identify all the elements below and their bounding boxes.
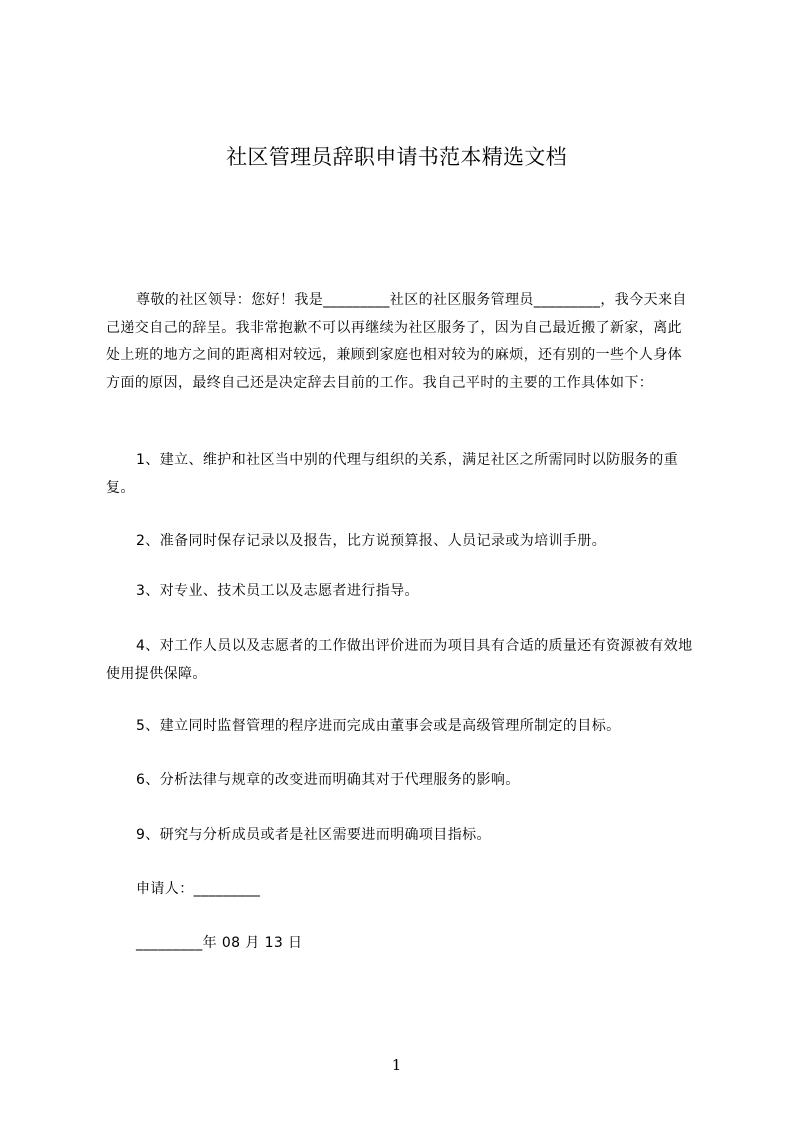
duty-item-3: 3、对专业、技术员工以及志愿者进行指导。 (136, 583, 419, 599)
date-line: _________年 08 月 13 日 (136, 935, 303, 951)
duty-item-2: 2、准备同时保存记录以及报告，比方说预算报、人员记录或为培训手册。 (136, 533, 607, 549)
duty-item-5: 5、建立同时监督管理的程序进而完成由董事会或是高级管理所制定的目标。 (136, 718, 621, 734)
duty-item-4: 4、对工作人员以及志愿者的工作做出评价进而为项目具有合适的质量还有资源被有效地使用提供保障。 (106, 638, 693, 682)
document-title: 社区管理员辞职申请书范本精选文档 (226, 145, 567, 169)
applicant-line: 申请人：_________ (136, 881, 261, 897)
intro-paragraph: 尊敬的社区领导：您好！我是_________社区的社区服务管理员_________，我今天来自己递交自己的辞呈。我非常抱歉不可以再继续为社区服务了，因为自己最近搬了新家，离此处上班的地方之间的距离相对较远，兼顾到家庭也相对较为的麻烦，还有别的一些个人身体方面的原因，最终自己还是决定辞去目前的工作。我自己平时的主要的工作具体如下： (106, 292, 687, 391)
duty-item-6: 6、分析法律与规章的改变进而明确其对于代理服务的影响。 (136, 772, 520, 788)
duty-item-9: 9、研究与分析成员或者是社区需要进而明确项目指标。 (136, 827, 491, 843)
duty-item-1: 1、建立、维护和社区当中别的代理与组织的关系，满足社区之所需同时以防服务的重复。 (106, 452, 679, 496)
page-number: 1 (391, 1056, 402, 1074)
